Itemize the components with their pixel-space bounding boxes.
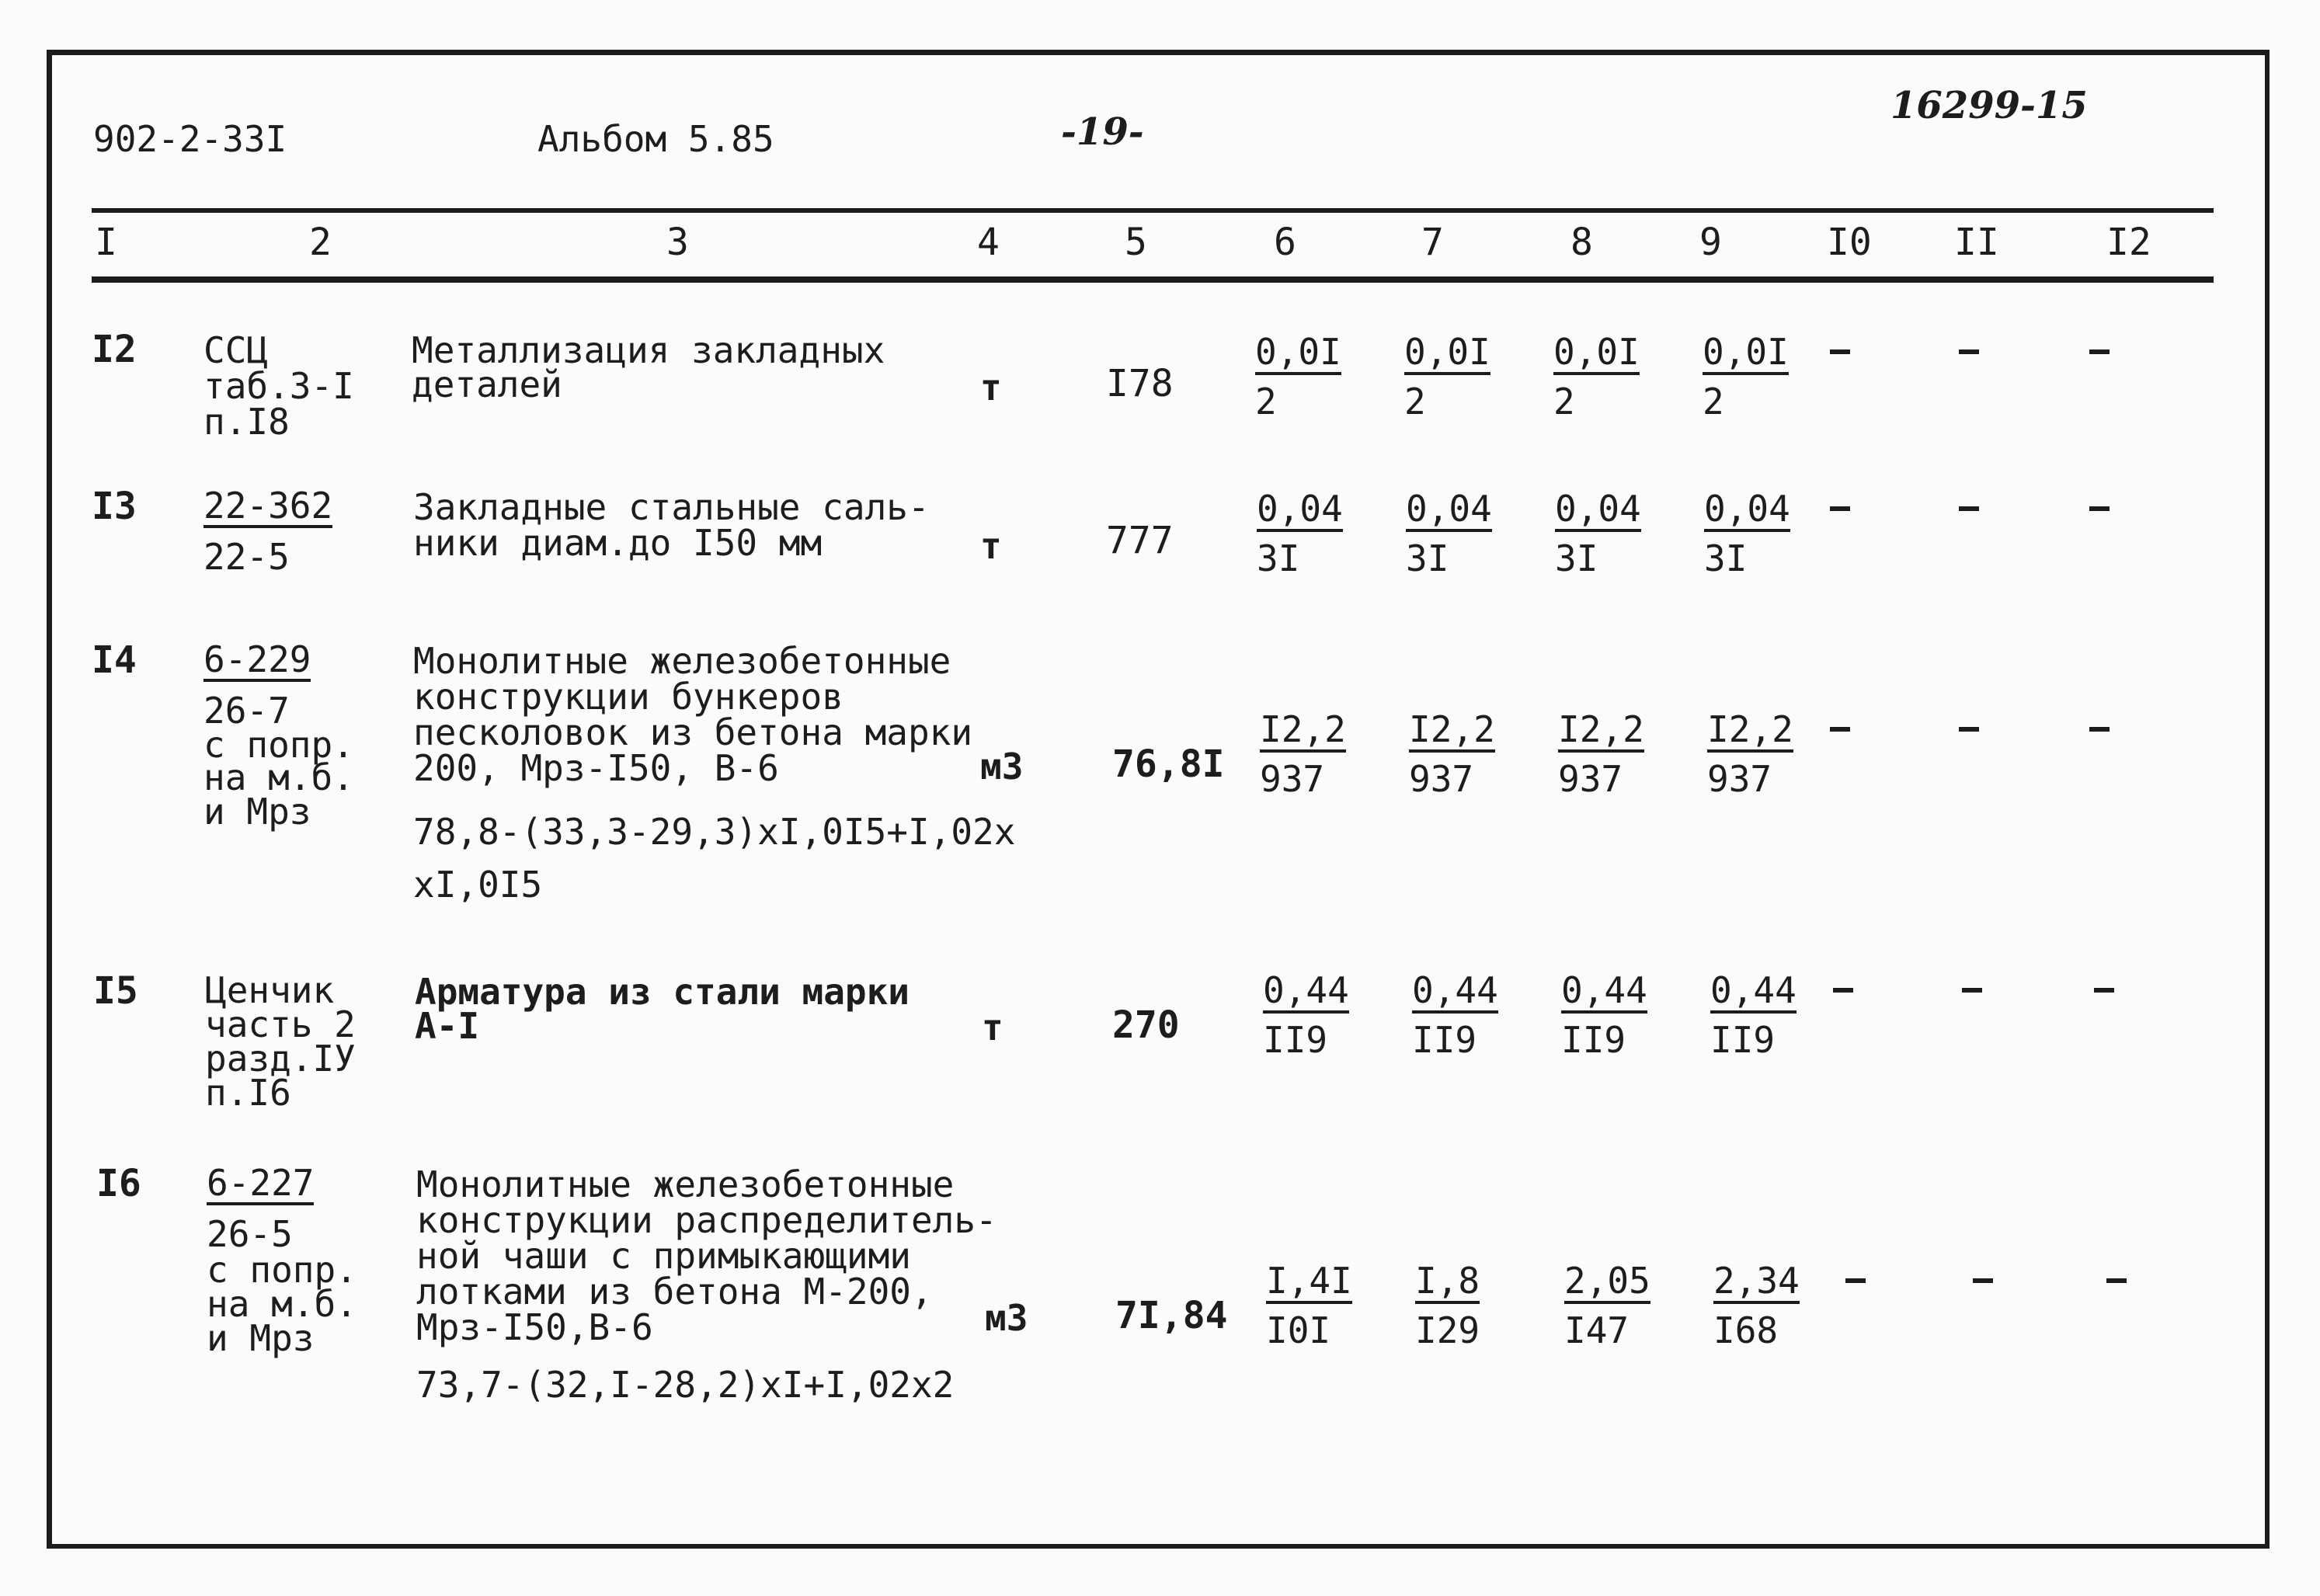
work-description: Монолитные железобетонные bbox=[413, 640, 951, 682]
work-description: конструкции распределитель- bbox=[416, 1199, 997, 1241]
empty-dash bbox=[1959, 349, 1979, 354]
work-description: песколовок из бетона марки bbox=[413, 711, 973, 753]
fraction-value: $\frac{0,04}{3I}$ bbox=[1704, 488, 1790, 579]
formula: 73,7-(32,I-28,2)хI+I,02х2 bbox=[416, 1364, 955, 1406]
album-label: Альбом 5.85 bbox=[537, 118, 774, 160]
empty-dash bbox=[1845, 1278, 1866, 1283]
page-number: -19- bbox=[1061, 110, 1144, 154]
norm-code: Ценчик bbox=[205, 969, 335, 1011]
empty-dash bbox=[1962, 988, 1982, 993]
work-description: Металлизация закладных bbox=[412, 329, 885, 371]
norm-code: 22-5 bbox=[203, 536, 290, 578]
fraction-value: $\frac{I,4I}{I0I}$ bbox=[1266, 1260, 1352, 1351]
norm-code: 6-229 bbox=[203, 638, 311, 680]
empty-dash bbox=[1959, 727, 1979, 732]
fraction-value: $\frac{0,0I}{2}$ bbox=[1404, 331, 1490, 422]
row-number: I4 bbox=[92, 638, 137, 682]
norm-code: и Мрз bbox=[203, 791, 311, 833]
column-number: I2 bbox=[2106, 221, 2151, 264]
column-number: 5 bbox=[1125, 221, 1147, 264]
document-code: 902-2-33I bbox=[93, 118, 287, 160]
fraction-value: $\frac{I2,2}{937}$ bbox=[1558, 708, 1644, 800]
work-description: А-I bbox=[415, 1005, 480, 1047]
norm-code: 6-227 bbox=[207, 1162, 315, 1204]
fraction-value: $\frac{I2,2}{937}$ bbox=[1409, 708, 1495, 800]
formula: 78,8-(33,3-29,3)хI,0I5+I,02х bbox=[413, 811, 1016, 853]
norm-code: разд.IУ bbox=[205, 1038, 356, 1080]
norm-code: часть 2 bbox=[205, 1003, 356, 1045]
norm-code: на м.б. bbox=[207, 1283, 357, 1325]
quantity: 777 bbox=[1106, 519, 1174, 562]
fraction-value: $\frac{I,8}{I29}$ bbox=[1415, 1260, 1480, 1351]
norm-code: п.I8 bbox=[203, 401, 290, 443]
unit: м3 bbox=[980, 746, 1024, 788]
fraction-value: $\frac{0,0I}{2}$ bbox=[1255, 331, 1341, 422]
quantity: I78 bbox=[1106, 362, 1174, 405]
work-description: Арматура из стали марки bbox=[415, 971, 910, 1013]
norm-code: с попр. bbox=[207, 1249, 357, 1291]
work-description: ники диам.до I50 мм bbox=[413, 522, 823, 564]
norm-code: ССЦ bbox=[203, 329, 269, 371]
work-description: Монолитные железобетонные bbox=[416, 1163, 955, 1205]
norm-code: на м.б. bbox=[203, 756, 354, 798]
norm-code: с попр. bbox=[203, 724, 354, 766]
unit: т bbox=[982, 1007, 1003, 1048]
norm-code: 26-7 bbox=[203, 690, 290, 732]
fraction-value: $\frac{0,44}{II9}$ bbox=[1263, 969, 1349, 1061]
fraction-value: $\frac{0,44}{II9}$ bbox=[1561, 969, 1647, 1061]
empty-dash bbox=[1830, 349, 1850, 354]
work-description: Закладные стальные саль- bbox=[413, 486, 930, 528]
empty-dash bbox=[2089, 506, 2110, 511]
empty-dash bbox=[2106, 1278, 2127, 1283]
column-number: 3 bbox=[666, 221, 689, 264]
column-number: 2 bbox=[309, 221, 332, 264]
quantity: 7I,84 bbox=[1115, 1294, 1228, 1337]
row-number: I5 bbox=[93, 969, 138, 1013]
empty-dash bbox=[1830, 506, 1850, 511]
norm-code: 26-5 bbox=[207, 1213, 293, 1255]
header-top-rule bbox=[92, 208, 2214, 213]
column-number: 8 bbox=[1570, 221, 1593, 264]
column-number: II bbox=[1954, 221, 1999, 264]
fraction-value: $\frac{2,34}{I68}$ bbox=[1713, 1260, 1800, 1351]
norm-code: 22-362 bbox=[203, 485, 333, 527]
fraction-value: $\frac{0,44}{II9}$ bbox=[1710, 969, 1797, 1061]
quantity: 76,8I bbox=[1112, 742, 1225, 786]
work-description: Мрз-I50,В-6 bbox=[416, 1306, 653, 1348]
norm-code: п.I6 bbox=[205, 1072, 291, 1114]
quantity: 270 bbox=[1112, 1003, 1180, 1047]
column-number: I bbox=[95, 221, 117, 264]
handwritten-reference: 16299-15 bbox=[1890, 84, 2088, 127]
work-description: 200, Мрз-I50, В-6 bbox=[413, 747, 779, 789]
empty-dash bbox=[1833, 988, 1853, 993]
norm-code: и Мрз bbox=[207, 1317, 315, 1359]
column-number: 6 bbox=[1274, 221, 1296, 264]
row-number: I3 bbox=[92, 485, 137, 528]
empty-dash bbox=[2089, 349, 2110, 354]
empty-dash bbox=[2089, 727, 2110, 732]
fraction-value: $\frac{0,0I}{2}$ bbox=[1553, 331, 1640, 422]
column-number: 7 bbox=[1421, 221, 1444, 264]
fraction-value: $\frac{0,04}{3I}$ bbox=[1406, 488, 1492, 579]
empty-dash bbox=[1959, 506, 1979, 511]
fraction-value: $\frac{0,04}{3I}$ bbox=[1257, 488, 1343, 579]
work-description: ной чаши с примыкающими bbox=[416, 1235, 911, 1277]
empty-dash bbox=[2094, 988, 2114, 993]
fraction-value: $\frac{I2,2}{937}$ bbox=[1260, 708, 1346, 800]
work-description: лотками из бетона М-200, bbox=[416, 1271, 933, 1313]
fraction-value: $\frac{0,04}{3I}$ bbox=[1555, 488, 1641, 579]
unit: т bbox=[980, 525, 1002, 567]
unit: т bbox=[980, 367, 1002, 409]
column-number: 9 bbox=[1699, 221, 1722, 264]
fraction-value: $\frac{2,05}{I47}$ bbox=[1564, 1260, 1650, 1351]
fraction-value: $\frac{I2,2}{937}$ bbox=[1707, 708, 1793, 800]
column-number: 4 bbox=[977, 221, 1000, 264]
unit: м3 bbox=[985, 1297, 1028, 1339]
empty-dash bbox=[1830, 727, 1850, 732]
formula: хI,0I5 bbox=[413, 864, 543, 906]
column-number: I0 bbox=[1827, 221, 1872, 264]
work-description: деталей bbox=[412, 363, 562, 405]
work-description: конструкции бункеров bbox=[413, 676, 843, 718]
fraction-value: $\frac{0,44}{II9}$ bbox=[1412, 969, 1498, 1061]
header-bottom-rule bbox=[92, 276, 2214, 283]
empty-dash bbox=[1973, 1278, 1993, 1283]
row-number: I2 bbox=[92, 328, 137, 371]
row-number: I6 bbox=[96, 1162, 141, 1205]
fraction-value: $\frac{0,0I}{2}$ bbox=[1703, 331, 1789, 422]
norm-code: таб.3-I bbox=[203, 365, 354, 407]
